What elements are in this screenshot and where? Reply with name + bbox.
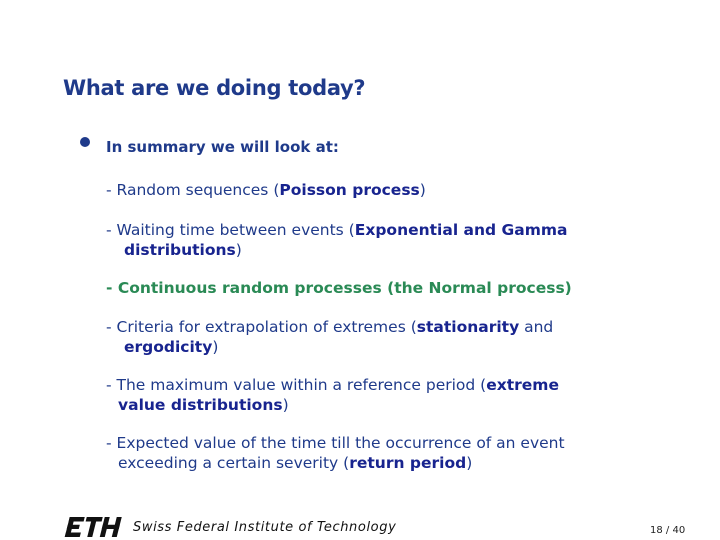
list-item-criteria-extrapolation <box>106 317 553 357</box>
item-text-end: ) <box>466 454 473 472</box>
item-text: exceeding a certain severity ( <box>118 454 350 472</box>
item-text-end: ) <box>282 396 289 414</box>
item-continuation <box>106 240 567 260</box>
slide-title: What are we doing today? <box>63 76 366 100</box>
item-text-end: ) <box>235 241 242 259</box>
item-text-end: ) <box>564 279 572 297</box>
item-highlight: return period <box>349 454 467 472</box>
list-item-continuous-processes <box>106 278 572 298</box>
item-text-end: ) <box>419 181 426 199</box>
item-highlight: ergodicity <box>124 338 213 356</box>
item-continuation <box>106 395 559 415</box>
bullet-icon <box>80 137 90 147</box>
item-highlight: distributions <box>124 241 236 259</box>
item-text: - Expected value of the time till the occurrence of an event <box>106 434 565 452</box>
item-text: - Criteria for extrapolation of extremes ( <box>106 318 417 336</box>
item-highlight: Poisson process <box>279 181 420 199</box>
item-text: - The maximum value within a reference period ( <box>106 376 487 394</box>
list-item-maximum-value <box>106 375 559 415</box>
institute-name: Swiss Federal Institute of Technology <box>133 520 397 535</box>
item-text: - Random sequences ( <box>106 181 280 199</box>
item-text: - Continuous random processes ( <box>106 279 395 297</box>
item-highlight: value distributions <box>118 396 283 414</box>
item-continuation <box>106 337 553 357</box>
item-highlight: the Normal process <box>394 279 565 297</box>
item-text: - Waiting time between events ( <box>106 221 355 239</box>
list-item-expected-value <box>106 433 565 473</box>
item-highlight: extreme <box>486 376 559 394</box>
summary-text: In summary we will look at: <box>106 138 339 156</box>
page-number: 18 / 40 <box>650 525 686 536</box>
item-text-end: ) <box>212 338 219 356</box>
list-item-random-sequences <box>106 180 426 200</box>
eth-logo-icon <box>64 516 126 538</box>
list-item-waiting-time <box>106 220 567 260</box>
item-highlight: stationarity <box>416 318 520 336</box>
item-highlight: Exponential and Gamma <box>354 221 568 239</box>
item-text-mid: and <box>519 318 554 336</box>
item-continuation <box>106 453 565 473</box>
